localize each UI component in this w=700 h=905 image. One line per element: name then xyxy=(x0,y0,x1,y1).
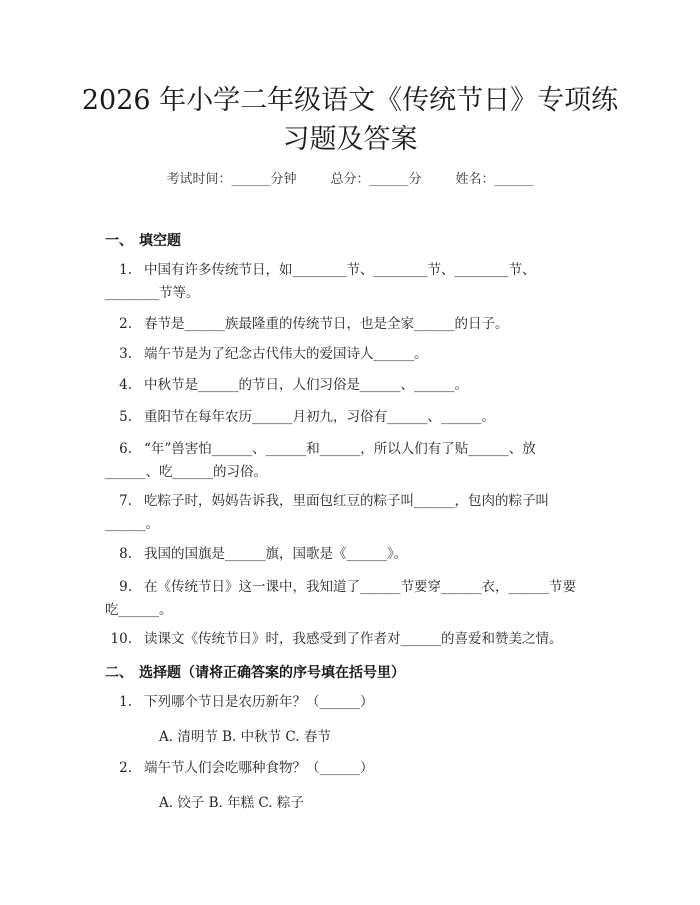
question-number: 8. xyxy=(119,546,132,562)
exam-time-field: 考试时间：______分钟 xyxy=(166,172,297,187)
question-text: 端午节是为了纪念古代伟大的爱国诗人______。 xyxy=(144,346,428,362)
question-text: 春节是______族最隆重的传统节日，也是全家______的日子。 xyxy=(144,316,509,332)
question-text: “年”兽害怕______、______和______，所以人们有了贴______、放 xyxy=(144,441,536,457)
question-number: 2. xyxy=(119,760,132,776)
question-item xyxy=(105,543,600,566)
question-text-continued: ________节等。 xyxy=(105,285,200,301)
question-number: 5. xyxy=(119,409,132,425)
question-number: 6. xyxy=(119,441,132,457)
answer-options: A. 清明节 B. 中秋节 C. 春节 xyxy=(159,729,331,745)
question-text: 吃粽子时，妈妈告诉我，里面包红豆的粽子叫______，包肉的粽子叫 xyxy=(144,493,549,509)
question-number: 4. xyxy=(119,377,132,393)
section-heading-fill-in xyxy=(105,230,181,250)
question-text: 端午节人们会吃哪种食物？（______） xyxy=(144,760,374,776)
question-text-continued: 吃______。 xyxy=(105,602,173,618)
document-title-line-2: 习题及答案 xyxy=(282,124,418,155)
question-number: 2. xyxy=(119,316,132,332)
question-text: 重阳节在每年农历______月初九，习俗有______、______。 xyxy=(144,409,495,425)
section-number: 二、 xyxy=(105,665,133,681)
question-number: 3. xyxy=(119,346,132,362)
section-heading-multiple-choice xyxy=(105,662,405,682)
question-item xyxy=(105,490,600,536)
question-text: 我国的国旗是______旗，国歌是《______》。 xyxy=(144,546,408,562)
question-text-continued: ______、吃______的习俗。 xyxy=(105,464,267,480)
question-text-continued: ______。 xyxy=(105,516,159,532)
question-number: 1. xyxy=(119,694,132,710)
question-number: 9. xyxy=(119,579,132,595)
question-item xyxy=(105,438,600,484)
question-item xyxy=(105,691,600,714)
question-text: 在《传统节日》这一课中，我知道了______节要穿______衣，______节要 xyxy=(144,579,576,595)
section-number: 一、 xyxy=(105,233,133,249)
question-text: 中国有许多传统节日，如________节、________节、________节、 xyxy=(144,262,536,278)
question-number: 10. xyxy=(110,631,132,647)
question-text: 读课文《传统节日》时，我感受到了作者对______的喜爱和赞美之情。 xyxy=(144,631,563,647)
student-name-field: 姓名：______ xyxy=(455,172,534,187)
question-item xyxy=(105,374,600,397)
question-text: 中秋节是______的节日，人们习俗是______、______。 xyxy=(144,377,468,393)
exam-info-line xyxy=(0,168,700,187)
question-item xyxy=(105,628,600,651)
question-item xyxy=(105,343,600,366)
answer-options: A. 饺子 B. 年糕 C. 粽子 xyxy=(159,795,304,811)
question-item xyxy=(105,259,600,305)
question-item xyxy=(105,576,600,622)
question-item xyxy=(105,406,600,429)
total-score-field: 总分：______分 xyxy=(330,172,422,187)
question-item xyxy=(105,757,600,780)
question-item xyxy=(105,313,600,336)
section-title: 填空题 xyxy=(139,233,181,249)
question-number: 1. xyxy=(119,262,132,278)
question-number: 7. xyxy=(119,493,132,509)
question-text: 下列哪个节日是农历新年？（______） xyxy=(144,694,374,710)
document-title-line-1: 2026 年小学二年级语文《传统节日》专项练 xyxy=(81,85,619,116)
section-title: 选择题（请将正确答案的序号填在括号里） xyxy=(139,665,405,681)
